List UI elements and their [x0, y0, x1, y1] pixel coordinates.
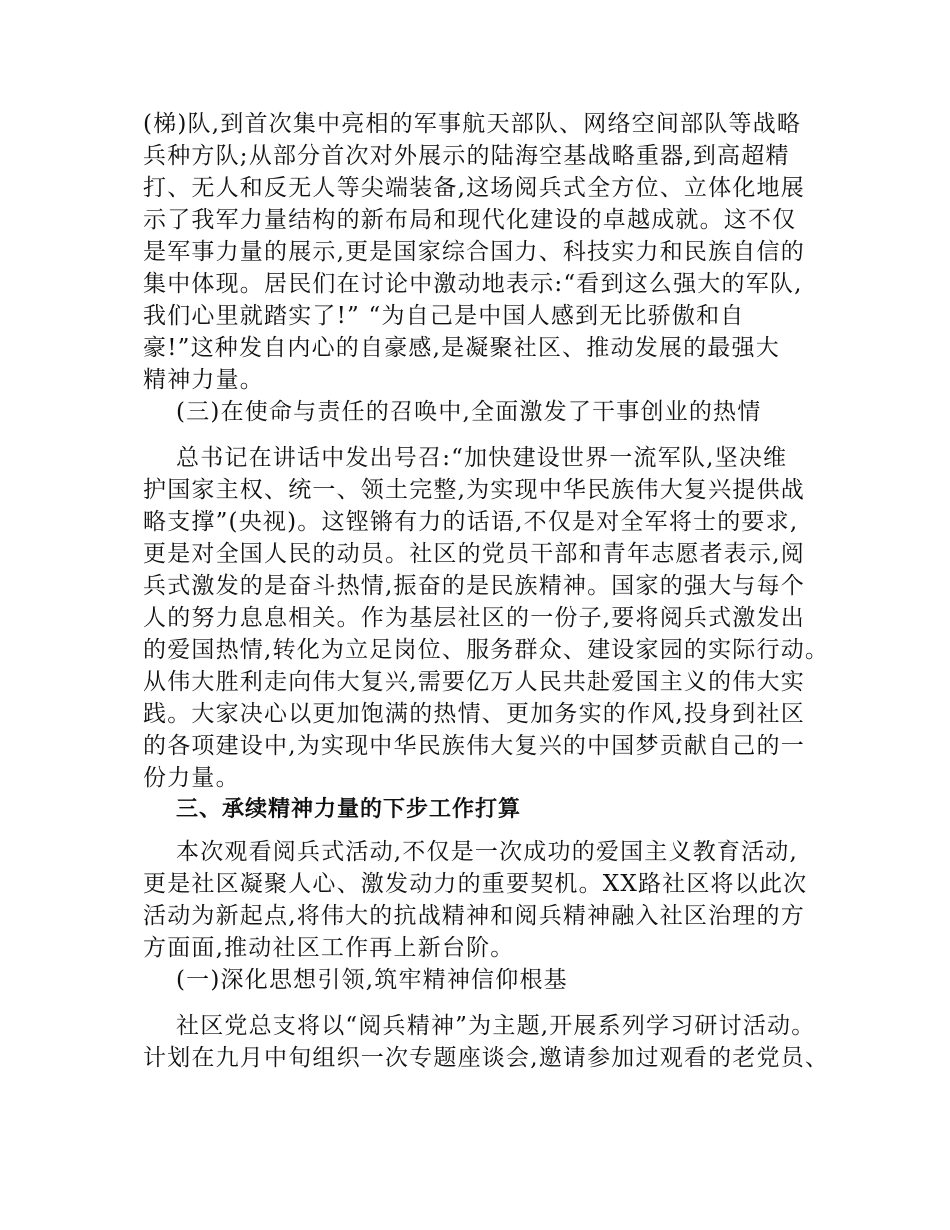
text-line: 打、无人和反无人等尖端装备,这场阅兵式全方位、立体化地展 — [143, 175, 805, 201]
text-line: 的爱国热情,转化为立足岗位、服务群众、建设家园的实际行动。 — [143, 637, 830, 663]
text-line: 豪!”这种发自内心的自豪感,是凝聚社区、推动发展的最强大 — [143, 335, 780, 361]
text-line: 精神力量。 — [143, 367, 264, 393]
paragraph-parade-achievements — [143, 108, 813, 396]
text-line: 是军事力量的展示,更是国家综合国力、科技实力和民族自信的 — [143, 239, 805, 265]
text-line: 践。大家决心以更加饱满的热情、更加务实的作风,投身到社区 — [143, 701, 805, 727]
paragraph-ideological-guidance — [143, 1010, 830, 1074]
text-line: 我们心里就踏实了!” “为自己是中国人感到无比骄傲和自 — [143, 303, 745, 329]
text-line: 的各项建设中,为实现中华民族伟大复兴的中国梦贡献自己的一 — [143, 733, 805, 759]
subheading-three: (三)在使命与责任的召唤中,全面激发了干事创业的热情 — [176, 399, 762, 425]
text-line: 计划在九月中旬组织一次专题座谈会,邀请参加过观看的老党员、 — [143, 1045, 830, 1071]
text-line: 护国家主权、统一、领土完整,为实现中华民族伟大复兴提供战 — [143, 477, 805, 503]
document-body — [143, 108, 830, 1074]
paragraph-next-steps-intro — [143, 836, 813, 964]
paragraph-mission-call — [143, 442, 830, 794]
text-line: 社区党总支将以“阅兵精神”为主题,开展系列学习研讨活动。 — [176, 1013, 816, 1039]
text-line: 更是对全国人民的动员。社区的党员干部和青年志愿者表示,阅 — [143, 541, 805, 567]
text-line: 从伟大胜利走向伟大复兴,需要亿万人民共赴爱国主义的伟大实 — [143, 669, 805, 695]
text-line: 集中体现。居民们在讨论中激动地表示:“看到这么强大的军队, — [143, 271, 803, 297]
text-line: (梯)队,到首次集中亮相的军事航天部队、网络空间部队等战略 — [143, 111, 802, 137]
text-line: 活动为新起点,将伟大的抗战精神和阅兵精神融入社区治理的方 — [143, 903, 805, 929]
text-line: 兵式激发的是奋斗热情,振奋的是民族精神。国家的强大与每个 — [143, 573, 805, 599]
text-line: 略支撑”(央视)。这铿锵有力的话语,不仅是对全军将士的要求, — [143, 509, 799, 535]
text-line: 兵种方队;从部分首次对外展示的陆海空基战略重器,到高超精 — [143, 143, 790, 169]
section-heading-three: 三、承续精神力量的下步工作打算 — [176, 797, 522, 822]
subheading-one: (一)深化思想引领,筑牢精神信仰根基 — [176, 967, 568, 993]
text-line: 份力量。 — [143, 765, 240, 791]
text-line: 本次观看阅兵式活动,不仅是一次成功的爱国主义教育活动, — [176, 839, 799, 865]
text-line: 更是社区凝聚人心、激发动力的重要契机。XX路社区将以此次 — [143, 871, 808, 897]
text-line: 总书记在讲话中发出号召:“加快建设世界一流军队,坚决维 — [176, 445, 788, 471]
text-line: 人的努力息息相关。作为基层社区的一份子,要将阅兵式激发出 — [143, 605, 805, 631]
text-line: 示了我军力量结构的新布局和现代化建设的卓越成就。这不仅 — [143, 207, 797, 233]
text-line: 方面面,推动社区工作再上新台阶。 — [143, 935, 515, 961]
